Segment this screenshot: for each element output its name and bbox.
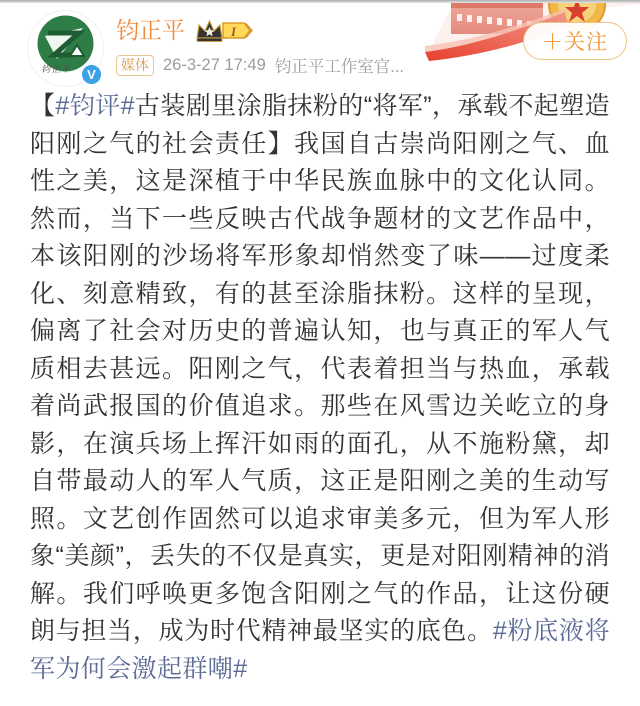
post-header (28, 11, 404, 86)
screenshot-top-edge (0, 0, 640, 3)
text-segment: 古装剧里涂脂抹粉的“将军”，承载不起塑造阳刚之气的社会责任】我国自古崇尚阳刚之气、血性之美，这是深植于中华民族血脉中的文化认同。然而，当下一些反映古代战争题材的文艺作品中，本该阳刚的沙场将军形象却悄然变了味——过度柔化、刻意精致，有的甚至涂脂抹粉。这样的呈现，偏离了社会对历史的普遍认知，也与真正的军人气质相去甚远。阳刚之气，代表着担当与热血，承载着尚武报国的价值追求。那些在风雪边关屹立的身影，在演兵场上挥汗如雨的面孔，从不施粉黛，却自带最动人的军人气质，这正是阳刚之美的生动写照。文艺创作固然可以追求审美多元，但为军人形象“美颜”，丢失的不仅是真实，更是对阳刚精神的消解。我们呼唤更多饱含阳刚之气的作品，让这份硬朗与担当，成为时代精神最坚实的底色。 (30, 92, 610, 645)
verified-badge-icon: V (80, 63, 103, 86)
hashtag-link[interactable]: #钧评# (55, 92, 135, 120)
text-segment: 【 (30, 92, 56, 120)
vip-level-number: I (231, 23, 237, 39)
hashtag-link[interactable]: #粉底液将军为何会激起群嘲# (30, 617, 611, 683)
vip-crown-level-badge-icon (193, 17, 255, 44)
follow-button[interactable]: ＋关注 (523, 22, 627, 60)
avatar-caption: 钧正平 (41, 64, 72, 74)
post-text (0, 88, 640, 688)
media-category-badge: 媒体 (116, 55, 154, 76)
screen-name[interactable]: 钧正平 (116, 17, 185, 43)
avatar[interactable] (28, 11, 103, 86)
post-timestamp: 26-3-27 17:49 (163, 55, 266, 74)
post-source[interactable]: 钧正平工作室官... (274, 58, 405, 76)
identity-block (116, 11, 404, 86)
